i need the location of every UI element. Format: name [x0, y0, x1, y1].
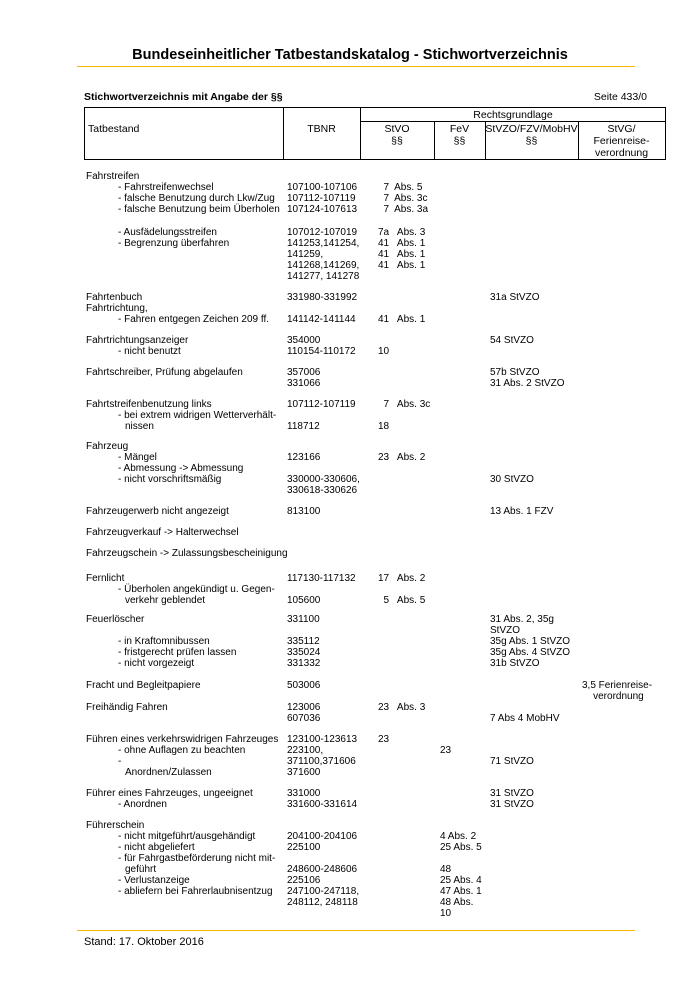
- fev-cell: 4 Abs. 2: [440, 831, 477, 842]
- stvzo-cell: 31 Abs. 2 StVZO: [490, 378, 565, 389]
- stvo-cell: 10: [378, 346, 390, 357]
- page-number: Seite 433/0: [593, 91, 647, 103]
- header-group-line: [360, 121, 666, 122]
- stvo-cell: 18: [378, 421, 390, 432]
- stvo-cell: 41 Abs. 1: [378, 260, 426, 271]
- stvzo-cell: 71 StVZO: [490, 756, 534, 767]
- table-row: [0, 421, 700, 432]
- table-row: [0, 249, 700, 260]
- tatbestand-cell: Anordnen/Zulassen: [125, 767, 212, 778]
- table-row: [0, 452, 700, 463]
- stvzo-cell: 31 StVZO: [490, 788, 534, 799]
- tbnr-cell: 141253,141254,: [287, 238, 360, 249]
- tbnr-cell: 354000: [287, 335, 321, 346]
- tbnr-cell: 107100-107106: [287, 182, 358, 193]
- tbnr-cell: 141259,: [287, 249, 324, 260]
- tbnr-cell: 371600: [287, 767, 321, 778]
- tbnr-cell: 223100,: [287, 745, 324, 756]
- tbnr-cell: 248112, 248118: [287, 897, 358, 908]
- tatbestand-cell: Fahrtstreifenbenutzung links: [86, 399, 212, 410]
- stvzo-cell: 54 StVZO: [490, 335, 534, 346]
- stvzo-cell: 35g Abs. 4 StVZO: [490, 647, 571, 658]
- tbnr-cell: 117130-117132: [287, 573, 356, 584]
- table-row: [0, 441, 700, 452]
- tatbestand-cell: Fahrzeugschein -> Zulassungsbescheinigung: [86, 548, 288, 559]
- stvzo-cell: 30 StVZO: [490, 474, 534, 485]
- tatbestand-cell: - falsche Benutzung durch Lkw/Zug: [118, 193, 275, 204]
- tatbestand-cell: - Anordnen: [118, 799, 167, 810]
- header-stvg-line2: Ferienreise-: [593, 135, 650, 147]
- stvo-cell: 5 Abs. 5: [378, 595, 426, 606]
- table-row: [0, 367, 700, 378]
- stvzo-cell: 31b StVZO: [490, 658, 540, 669]
- stvzo-cell: 31 Abs. 2, 35g: [490, 614, 554, 625]
- table-row: [0, 410, 700, 421]
- tbnr-cell: 141268,141269,: [287, 260, 360, 271]
- stvzo-cell: 31 StVZO: [490, 799, 534, 810]
- tatbestand-cell: - nicht vorschriftsmäßig: [118, 474, 222, 485]
- table-row: [0, 614, 700, 625]
- tatbestand-cell: -: [118, 756, 122, 767]
- table-row: [0, 636, 700, 647]
- tatbestand-cell: - Fahrstreifenwechsel: [118, 182, 214, 193]
- tatbestand-cell: - abliefern bei Fahrerlaubnisentzug: [118, 886, 273, 897]
- table-row: [0, 799, 700, 810]
- table-row: [0, 864, 700, 875]
- tatbestand-cell: verkehr geblendet: [125, 595, 206, 606]
- tbnr-cell: 123006: [287, 702, 321, 713]
- table-row: [0, 658, 700, 669]
- tbnr-cell: 331100: [287, 614, 320, 625]
- tatbestand-cell: Fahrtschreiber, Prüfung abgelaufen: [86, 367, 243, 378]
- table-row: [0, 238, 700, 249]
- tatbestand-cell: Fahrtenbuch: [86, 292, 143, 303]
- tbnr-cell: 225106: [287, 875, 321, 886]
- table-row: [0, 271, 700, 282]
- tbnr-cell: 118712: [287, 421, 320, 432]
- table-row: [0, 303, 700, 314]
- table-row: [0, 193, 700, 204]
- table-row: [0, 842, 700, 853]
- table-row: [0, 378, 700, 389]
- table-row: [0, 506, 700, 517]
- tbnr-cell: 107112-107119: [287, 399, 356, 410]
- header-tatbestand: Tatbestand: [88, 123, 140, 135]
- stvzo-cell: 31a StVZO: [490, 292, 540, 303]
- stvo-cell: 41 Abs. 1: [378, 238, 426, 249]
- stvzo-cell: 7 Abs 4 MobHV: [490, 713, 560, 724]
- stvo-cell: 17 Abs. 2: [378, 573, 426, 584]
- table-row: [0, 745, 700, 756]
- table-row: [0, 820, 700, 831]
- table-row: [0, 171, 700, 182]
- tbnr-cell: 107112-107119: [287, 193, 356, 204]
- tatbestand-cell: - falsche Benutzung beim Überholen: [118, 204, 280, 215]
- header-fev: FeV: [449, 123, 470, 135]
- table-row: [0, 527, 700, 538]
- table-row: [0, 474, 700, 485]
- page-title: Bundeseinheitlicher Tatbestandskatalog - Stichwortverzeichnis: [132, 47, 568, 63]
- fev-cell: 47 Abs. 1: [440, 886, 482, 897]
- header-stvo: StVO: [384, 123, 410, 135]
- stvo-cell: 7 Abs. 3c: [378, 399, 431, 410]
- table-row: [0, 595, 700, 606]
- table-row: [0, 346, 700, 357]
- table-row: [0, 485, 700, 496]
- tatbestand-cell: - Überholen angekündigt u. Gegen-: [118, 584, 275, 595]
- table-row: [0, 908, 700, 919]
- tbnr-cell: 330000-330606,: [287, 474, 360, 485]
- table-row: [0, 767, 700, 778]
- tbnr-cell: 503006: [287, 680, 321, 691]
- tbnr-cell: 330618-330626: [287, 485, 358, 496]
- tatbestand-cell: Fernlicht: [86, 573, 125, 584]
- fev-cell: 10: [440, 908, 452, 919]
- tatbestand-cell: Fahrtrichtungsanzeiger: [86, 335, 189, 346]
- header-stvg-line3: verordnung: [594, 147, 649, 159]
- header-top-line: [84, 107, 666, 108]
- tbnr-cell: 110154-110172: [287, 346, 356, 357]
- tatbestand-cell: - in Kraftomnibussen: [118, 636, 210, 647]
- tatbestand-cell: Führen eines verkehrswidrigen Fahrzeuges: [86, 734, 279, 745]
- stvg-cell: verordnung: [582, 691, 644, 702]
- tbnr-cell: 331066: [287, 378, 321, 389]
- tatbestand-cell: - nicht vorgezeigt: [118, 658, 195, 669]
- header-stvzo-paragraph: §§: [525, 135, 538, 147]
- tatbestand-cell: - Verlustanzeige: [118, 875, 190, 886]
- tbnr-cell: 331600-331614: [287, 799, 358, 810]
- tatbestand-cell: Fracht und Begleitpapiere: [86, 680, 201, 691]
- tbnr-cell: 123100-123613: [287, 734, 358, 745]
- table-row: [0, 756, 700, 767]
- col-divider: [84, 107, 85, 160]
- stvzo-cell: 35g Abs. 1 StVZO: [490, 636, 571, 647]
- tatbestand-cell: Fahrzeugerwerb nicht angezeigt: [86, 506, 229, 517]
- header-stvzo: StVZO/FZV/MobHV: [485, 123, 578, 135]
- tbnr-cell: 225100: [287, 842, 321, 853]
- tbnr-cell: 357006: [287, 367, 321, 378]
- tatbestand-cell: - nicht benutzt: [118, 346, 181, 357]
- tatbestand-cell: geführt: [125, 864, 157, 875]
- header-rechtsgrundlage: Rechtsgrundlage: [473, 109, 553, 121]
- tatbestand-cell: - bei extrem widrigen Wetterverhält-: [118, 410, 277, 421]
- tbnr-cell: 204100-204106: [287, 831, 358, 842]
- stvo-cell: 41 Abs. 1: [378, 314, 426, 325]
- table-row: [0, 702, 700, 713]
- table-row: [0, 399, 700, 410]
- table-row: [0, 335, 700, 346]
- table-row: [0, 853, 700, 864]
- tatbestand-cell: - fristgerecht prüfen lassen: [118, 647, 237, 658]
- table-row: [0, 680, 700, 691]
- table-row: [0, 625, 700, 636]
- tatbestand-cell: Fahrtrichtung,: [86, 303, 148, 314]
- table-row: [0, 788, 700, 799]
- stvo-cell: 41 Abs. 1: [378, 249, 426, 260]
- table-row: [0, 875, 700, 886]
- tatbestand-cell: - Mängel: [118, 452, 157, 463]
- tatbestand-cell: Feuerlöscher: [86, 614, 145, 625]
- stvo-cell: 23 Abs. 2: [378, 452, 426, 463]
- footer-rule: [77, 930, 635, 931]
- header-stvo-paragraph: §§: [391, 135, 403, 147]
- table-row: [0, 886, 700, 897]
- table-row: [0, 548, 700, 559]
- table-row: [0, 691, 700, 702]
- tatbestand-cell: Freihändig Fahren: [86, 702, 168, 713]
- fev-cell: 25 Abs. 5: [440, 842, 482, 853]
- tatbestand-cell: - Begrenzung überfahren: [118, 238, 230, 249]
- tatbestand-cell: nissen: [125, 421, 154, 432]
- fev-cell: 48: [440, 864, 452, 875]
- tbnr-cell: 331332: [287, 658, 321, 669]
- table-row: [0, 314, 700, 325]
- stvo-cell: 23 Abs. 3: [378, 702, 426, 713]
- tatbestand-cell: - ohne Auflagen zu beachten: [118, 745, 246, 756]
- tatbestand-cell: - Fahren entgegen Zeichen 209 ff.: [118, 314, 270, 325]
- stvo-cell: 7 Abs. 3a: [378, 204, 429, 215]
- stvzo-cell: StVZO: [490, 625, 521, 636]
- table-row: [0, 647, 700, 658]
- stvo-cell: 7a Abs. 3: [378, 227, 426, 238]
- tbnr-cell: 123166: [287, 452, 321, 463]
- fev-cell: 48 Abs.: [440, 897, 474, 908]
- tatbestand-cell: - nicht mitgeführt/ausgehändigt: [118, 831, 256, 842]
- stvzo-cell: 13 Abs. 1 FZV: [490, 506, 554, 517]
- tbnr-cell: 335112: [287, 636, 320, 647]
- fev-cell: 25 Abs. 4: [440, 875, 482, 886]
- tatbestand-cell: Führerschein: [86, 820, 145, 831]
- tbnr-cell: 141142-141144: [287, 314, 356, 325]
- table-row: [0, 734, 700, 745]
- stvg-cell: 3,5 Ferienreise-: [582, 680, 653, 691]
- tatbestand-cell: Führer eines Fahrzeuges, ungeeignet: [86, 788, 253, 799]
- tbnr-cell: 105600: [287, 595, 321, 606]
- tbnr-cell: 331980-331992: [287, 292, 358, 303]
- table-row: [0, 292, 700, 303]
- table-row: [0, 227, 700, 238]
- fev-cell: 23: [440, 745, 452, 756]
- table-row: [0, 713, 700, 724]
- tbnr-cell: 813100: [287, 506, 321, 517]
- tatbestand-cell: Fahrzeug: [86, 441, 129, 452]
- tbnr-cell: 107012-107019: [287, 227, 358, 238]
- tbnr-cell: 371100,371606: [287, 756, 356, 767]
- stvzo-cell: 57b StVZO: [490, 367, 540, 378]
- table-row: [0, 260, 700, 271]
- header-fev-paragraph: §§: [453, 135, 466, 147]
- tatbestand-cell: - Abmessung -> Abmessung: [118, 463, 244, 474]
- tbnr-cell: 141277, 141278: [287, 271, 360, 282]
- table-row: [0, 831, 700, 842]
- table-row: [0, 573, 700, 584]
- tatbestand-cell: Fahrzeugverkauf -> Halterwechsel: [86, 527, 239, 538]
- tbnr-cell: 607036: [287, 713, 321, 724]
- table-row: [0, 204, 700, 215]
- tbnr-cell: 247100-247118,: [287, 886, 360, 897]
- stvo-cell: 7 Abs. 3c: [378, 193, 428, 204]
- header-tbnr: TBNR: [307, 123, 336, 135]
- table-row: [0, 897, 700, 908]
- tbnr-cell: 107124-107613: [287, 204, 358, 215]
- table-row: [0, 463, 700, 474]
- footer-date: Stand: 17. Oktober 2016: [84, 936, 204, 948]
- stvo-cell: 7 Abs. 5: [378, 182, 423, 193]
- tbnr-cell: 331000: [287, 788, 321, 799]
- stvo-cell: 23: [378, 734, 390, 745]
- tatbestand-cell: - Ausfädelungsstreifen: [118, 227, 217, 238]
- tbnr-cell: 335024: [287, 647, 321, 658]
- table-row: [0, 182, 700, 193]
- tatbestand-cell: - nicht abgeliefert: [118, 842, 195, 853]
- tatbestand-cell: - für Fahrgastbeförderung nicht mit-: [118, 853, 276, 864]
- index-subheading: Stichwortverzeichnis mit Angabe der §§: [84, 91, 283, 103]
- tatbestand-cell: Fahrstreifen: [86, 171, 140, 182]
- header-stvg: StVG/: [607, 123, 636, 135]
- tbnr-cell: 248600-248606: [287, 864, 358, 875]
- table-row: [0, 584, 700, 595]
- header-rule: [77, 66, 635, 67]
